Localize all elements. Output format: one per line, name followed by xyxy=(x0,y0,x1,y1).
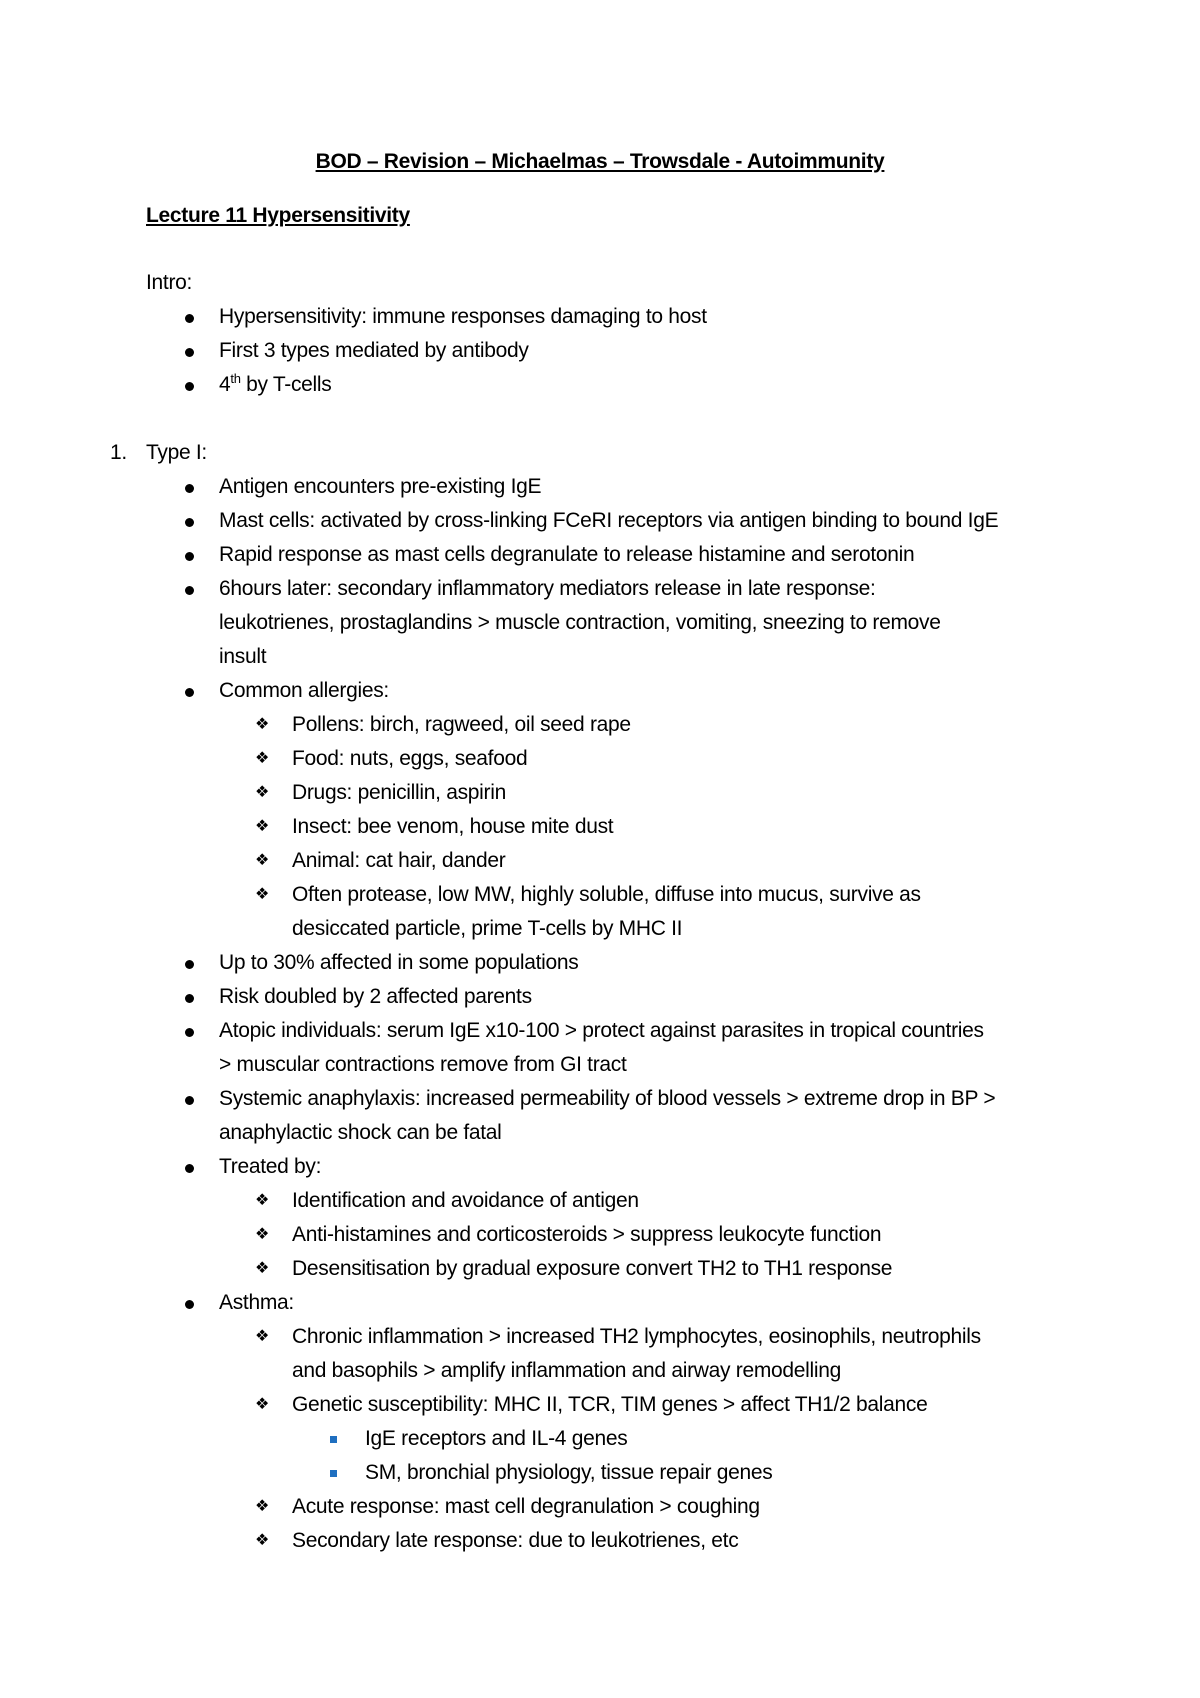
sub-list-item: Acute response: mast cell degranulation > coughing xyxy=(292,1495,760,1518)
list-item-continuation: insult xyxy=(219,645,267,668)
type1-heading: Type I: xyxy=(146,441,207,464)
list-item-continuation: > muscular contractions remove from GI tract xyxy=(219,1053,627,1076)
diamond-bullet-icon: ❖ xyxy=(255,852,270,869)
sub-list-item: Insect: bee venom, house mite dust xyxy=(292,815,614,838)
bullet-dot-icon xyxy=(185,314,194,323)
list-item: Systemic anaphylaxis: increased permeability of blood vessels > extreme drop in BP > xyxy=(219,1087,996,1110)
square-bullet-icon xyxy=(330,1436,337,1443)
list-item: Mast cells: activated by cross-linking FCeRI receptors via antigen binding to bound IgE xyxy=(219,509,999,532)
list-item: Atopic individuals: serum IgE x10-100 > protect against parasites in tropical countries xyxy=(219,1019,984,1042)
diamond-bullet-icon: ❖ xyxy=(255,1328,270,1345)
diamond-bullet-icon: ❖ xyxy=(255,1226,270,1243)
fourth-superscript: th xyxy=(230,371,241,386)
sub-list-item: Often protease, low MW, highly soluble, diffuse into mucus, survive as xyxy=(292,883,921,906)
sub-list-item: Pollens: birch, ragweed, oil seed rape xyxy=(292,713,631,736)
diamond-bullet-icon: ❖ xyxy=(255,784,270,801)
bullet-dot-icon xyxy=(185,1096,194,1105)
sub-list-item: Chronic inflammation > increased TH2 lymphocytes, eosinophils, neutrophils xyxy=(292,1325,981,1348)
list-item-continuation: leukotrienes, prostaglandins > muscle contraction, vomiting, sneezing to remove xyxy=(219,611,941,634)
list-item: Common allergies: xyxy=(219,679,389,702)
document-title: BOD – Revision – Michaelmas – Trowsdale - Autoimmunity xyxy=(315,150,885,173)
diamond-bullet-icon: ❖ xyxy=(255,818,270,835)
list-item: Up to 30% affected in some populations xyxy=(219,951,579,974)
list-item: 6hours later: secondary inflammatory mediators release in late response: xyxy=(219,577,876,600)
sub-sub-list-item: SM, bronchial physiology, tissue repair genes xyxy=(365,1461,773,1484)
bullet-dot-icon xyxy=(185,960,194,969)
diamond-bullet-icon: ❖ xyxy=(255,750,270,767)
bullet-dot-icon xyxy=(185,586,194,595)
diamond-bullet-icon: ❖ xyxy=(255,1498,270,1515)
square-bullet-icon xyxy=(330,1470,337,1477)
sub-list-item: Identification and avoidance of antigen xyxy=(292,1189,639,1212)
diamond-bullet-icon: ❖ xyxy=(255,886,270,903)
bullet-dot-icon xyxy=(185,1164,194,1173)
bullet-dot-icon xyxy=(185,552,194,561)
sub-list-item: Genetic susceptibility: MHC II, TCR, TIM genes > affect TH1/2 balance xyxy=(292,1393,928,1416)
bullet-dot-icon xyxy=(185,688,194,697)
lecture-title: Lecture 11 Hypersensitivity xyxy=(146,204,410,227)
list-item xyxy=(219,370,331,400)
diamond-bullet-icon: ❖ xyxy=(255,1532,270,1549)
sub-list-item-continuation: and basophils > amplify inflammation and airway remodelling xyxy=(292,1359,842,1382)
numbered-marker: 1. xyxy=(110,441,127,464)
list-item: Rapid response as mast cells degranulate to release histamine and serotonin xyxy=(219,543,915,566)
diamond-bullet-icon: ❖ xyxy=(255,1396,270,1413)
bullet-dot-icon xyxy=(185,1300,194,1309)
diamond-bullet-icon: ❖ xyxy=(255,716,270,733)
bullet-dot-icon xyxy=(185,484,194,493)
bullet-dot-icon xyxy=(185,382,194,391)
sub-sub-list-item: IgE receptors and IL-4 genes xyxy=(365,1427,628,1450)
sub-list-item: Animal: cat hair, dander xyxy=(292,849,506,872)
list-item: Treated by: xyxy=(219,1155,322,1178)
intro-heading: Intro: xyxy=(146,271,193,294)
sub-list-item: Food: nuts, eggs, seafood xyxy=(292,747,528,770)
bullet-dot-icon xyxy=(185,348,194,357)
sub-list-item-continuation: desiccated particle, prime T-cells by MHC II xyxy=(292,917,683,940)
bullet-dot-icon xyxy=(185,1028,194,1037)
bullet-dot-icon xyxy=(185,518,194,527)
list-item: Risk doubled by 2 affected parents xyxy=(219,985,532,1008)
list-item: First 3 types mediated by antibody xyxy=(219,339,529,362)
list-item: Antigen encounters pre-existing IgE xyxy=(219,475,542,498)
sub-list-item: Secondary late response: due to leukotrienes, etc xyxy=(292,1529,739,1552)
list-item: Asthma: xyxy=(219,1291,294,1314)
list-item: Hypersensitivity: immune responses damaging to host xyxy=(219,305,707,328)
fourth-number: 4 xyxy=(219,373,231,396)
fourth-rest: by T-cells xyxy=(240,373,332,396)
sub-list-item: Anti-histamines and corticosteroids > suppress leukocyte function xyxy=(292,1223,882,1246)
sub-list-item: Desensitisation by gradual exposure convert TH2 to TH1 response xyxy=(292,1257,893,1280)
bullet-dot-icon xyxy=(185,994,194,1003)
diamond-bullet-icon: ❖ xyxy=(255,1192,270,1209)
diamond-bullet-icon: ❖ xyxy=(255,1260,270,1277)
sub-list-item: Drugs: penicillin, aspirin xyxy=(292,781,506,804)
list-item-continuation: anaphylactic shock can be fatal xyxy=(219,1121,502,1144)
